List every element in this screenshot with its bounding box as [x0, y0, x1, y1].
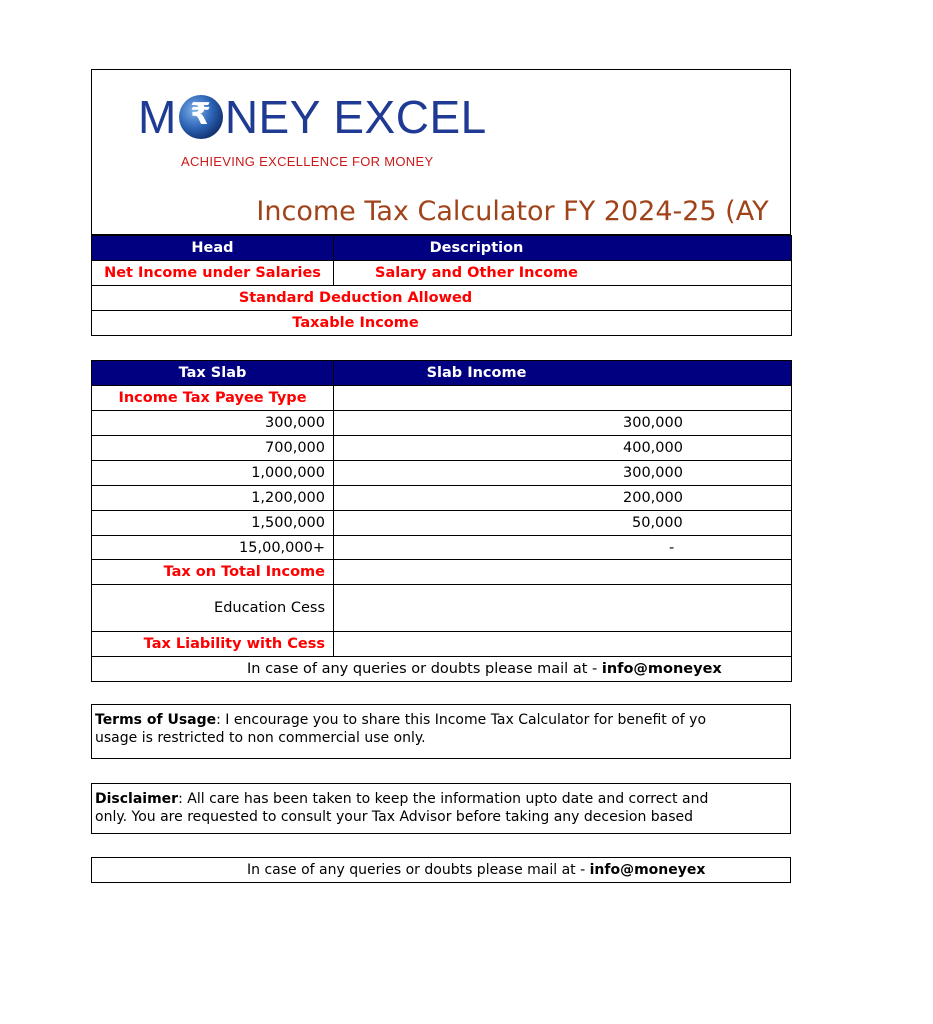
education-cess-label[interactable]: Education Cess — [92, 585, 334, 632]
slab-header-row — [92, 361, 792, 386]
disclaimer-box[interactable] — [91, 783, 791, 834]
terms-label: Terms of Usage — [95, 712, 217, 728]
globe-rupee-icon — [179, 95, 223, 139]
income-table — [91, 235, 792, 336]
page-title: Income Tax Calculator FY 2024-25 (AY — [256, 196, 769, 227]
query-mail-address[interactable]: info@moneyex — [601, 661, 722, 677]
slab-income-cell[interactable]: 300,000 — [334, 411, 792, 436]
disclaimer-text-1: : All care has been taken to keep the information upto date and correct and — [178, 791, 709, 807]
terms-text-1: : I encourage you to share this Income Tax Calculator for benefit of yo — [216, 712, 707, 728]
header-head[interactable]: Head — [92, 236, 334, 261]
tax-on-total-income-value[interactable] — [334, 560, 792, 585]
disclaimer-text-2: only. You are requested to consult your Tax Advisor before taking any decesion based — [95, 809, 694, 825]
slab-cell[interactable]: 700,000 — [92, 436, 334, 461]
footer-mail-prefix: In case of any queries or doubts please mail at - — [247, 862, 590, 878]
table-row — [92, 585, 792, 632]
brand-logo — [138, 90, 487, 144]
slab-cell[interactable]: 15,00,000+ — [92, 536, 334, 560]
table-row — [92, 560, 792, 585]
table-row — [92, 461, 792, 486]
taxable-income-label[interactable]: Taxable Income — [92, 311, 792, 336]
terms-of-usage-box[interactable] — [91, 704, 791, 759]
slab-cell[interactable]: 1,200,000 — [92, 486, 334, 511]
table-row — [92, 632, 792, 657]
title-cell[interactable] — [91, 194, 791, 235]
education-cess-value[interactable] — [334, 585, 792, 632]
slab-income-cell[interactable]: 50,000 — [334, 511, 792, 536]
terms-line-1 — [95, 711, 787, 729]
terms-text-2: usage is restricted to non commercial use only. — [95, 730, 426, 746]
table-row — [92, 657, 792, 682]
footer-mail-address[interactable]: info@moneyex — [589, 862, 706, 878]
brand-text-start: M — [138, 91, 177, 143]
slab-income-cell[interactable]: 400,000 — [334, 436, 792, 461]
tax-liability-label[interactable]: Tax Liability with Cess — [92, 632, 334, 657]
table-row — [92, 511, 792, 536]
table-row — [92, 411, 792, 436]
slab-income-cell[interactable]: 300,000 — [334, 461, 792, 486]
disclaimer-label: Disclaimer — [95, 791, 179, 807]
query-mail-row[interactable] — [92, 657, 792, 682]
standard-deduction-label[interactable]: Standard Deduction Allowed — [92, 286, 792, 311]
header-slab-income[interactable]: Slab Income — [334, 361, 792, 386]
header-description[interactable]: Description — [334, 236, 792, 261]
brand-text-end: NEY EXCEL — [224, 91, 487, 143]
payee-type-value[interactable] — [334, 386, 792, 411]
table-row — [92, 436, 792, 461]
disclaimer-line-1 — [95, 790, 787, 808]
tax-on-total-income-label[interactable]: Tax on Total Income — [92, 560, 334, 585]
slab-cell[interactable]: 1,000,000 — [92, 461, 334, 486]
table-row — [92, 286, 792, 311]
footer-mail-box[interactable] — [91, 857, 791, 883]
header-tax-slab[interactable]: Tax Slab — [92, 361, 334, 386]
tax-liability-value[interactable] — [334, 632, 792, 657]
table-row — [92, 536, 792, 560]
slab-cell[interactable]: 1,500,000 — [92, 511, 334, 536]
net-income-label[interactable]: Net Income under Salaries — [92, 261, 334, 286]
slab-cell[interactable]: 300,000 — [92, 411, 334, 436]
table-row — [92, 386, 792, 411]
table-row — [92, 311, 792, 336]
slab-income-cell[interactable]: 200,000 — [334, 486, 792, 511]
income-header-row — [92, 236, 792, 261]
payee-type-label[interactable]: Income Tax Payee Type — [92, 386, 334, 411]
table-row — [92, 261, 792, 286]
table-row — [92, 486, 792, 511]
slab-table — [91, 360, 792, 682]
brand-tagline: ACHIEVING EXCELLENCE FOR MONEY — [181, 154, 434, 169]
salary-other-income-label[interactable]: Salary and Other Income — [334, 261, 792, 286]
logo-banner — [91, 69, 791, 195]
query-mail-prefix: In case of any queries or doubts please mail at - — [247, 661, 602, 677]
slab-income-cell[interactable]: - — [334, 536, 792, 560]
